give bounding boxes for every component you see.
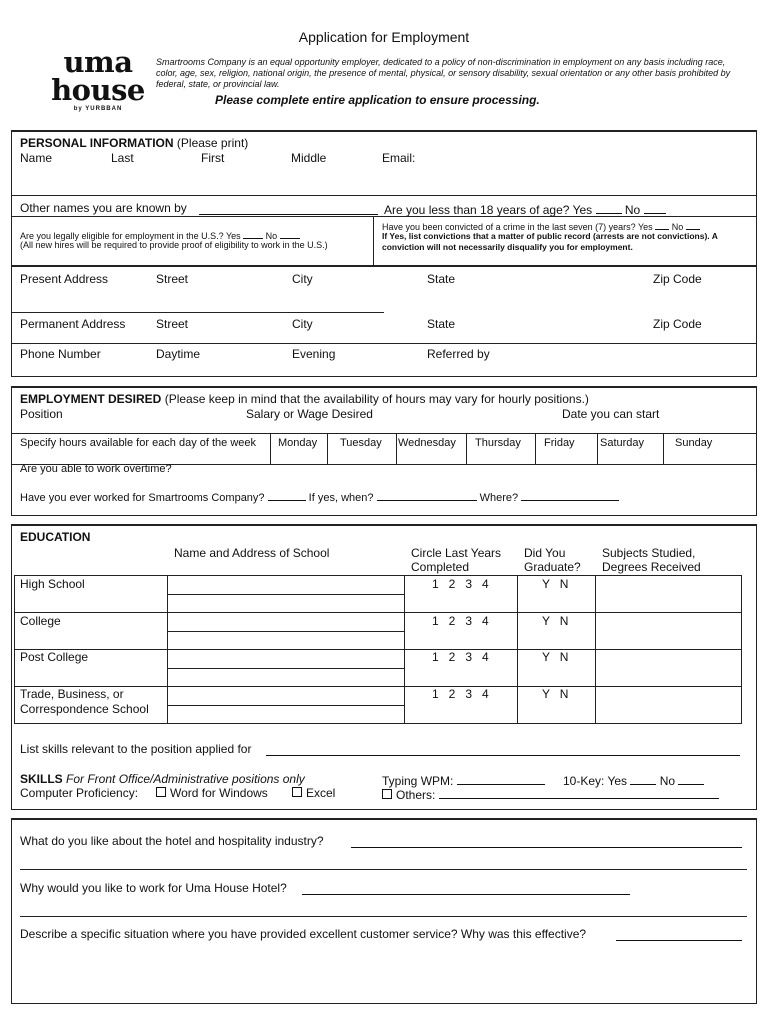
excel-label: Excel xyxy=(306,786,336,800)
last-name-label: Last xyxy=(111,151,134,165)
permanent-state-label: State xyxy=(427,317,456,331)
where-blank[interactable] xyxy=(521,489,619,501)
evening-phone-label: Evening xyxy=(292,347,336,361)
day-tuesday: Tuesday xyxy=(340,437,382,449)
first-name-label: First xyxy=(201,151,225,165)
instruction-text: Please complete entire application to ensure processing. xyxy=(215,93,540,107)
years-options-high-school[interactable]: 1 2 3 4 xyxy=(432,577,489,591)
subjects-column-header-2: Degrees Received xyxy=(602,560,701,574)
edu-row-high-school: High School xyxy=(20,577,85,591)
eligible-no-blank[interactable] xyxy=(280,229,300,239)
word-label: Word for Windows xyxy=(170,786,268,800)
years-column-header-1: Circle Last Years xyxy=(411,546,502,560)
eligible-yes-blank[interactable] xyxy=(243,229,263,239)
age-question-text: Are you less than 18 years of age? xyxy=(384,203,570,217)
convicted-question-text: Have you been convicted of a crime in the last seven (7) years? xyxy=(382,222,636,232)
present-state-label: State xyxy=(427,272,456,286)
ten-key-yes-blank[interactable] xyxy=(630,772,656,785)
permanent-city-label: City xyxy=(292,317,313,331)
convicted-note: If Yes, list convictions that a matter of public record (arrests are not convictions). A conviction will not necessarily disqualify you for employment. xyxy=(382,231,718,252)
logo-line-2: house xyxy=(51,73,145,107)
others-label: Others: xyxy=(396,788,436,802)
graduated-options-trade[interactable]: Y N xyxy=(542,687,569,701)
personal-heading-note: (Please print) xyxy=(176,136,249,150)
daytime-phone-label: Daytime xyxy=(156,347,201,361)
eeo-statement: Smartrooms Company is an equal opportunity employer, dedicated to a policy of non-discrimination in employment on any basis including race, color, age, sex, religion, national origin, the presence of mental, physical, or sensory disability, sexual orientation or any other basis prohibited by federal, state, or provincial law. xyxy=(156,57,731,89)
ten-key-no-blank[interactable] xyxy=(678,772,704,785)
edu-row-post-college: Post College xyxy=(20,650,89,664)
present-zip-label: Zip Code xyxy=(653,272,702,286)
age-question xyxy=(384,201,666,217)
answer-why-uma-house-line[interactable] xyxy=(20,916,747,917)
day-wednesday: Wednesday xyxy=(398,437,456,449)
if-yes-when-text: If yes, when? xyxy=(308,492,374,504)
hours-label: Specify hours available for each day of the week xyxy=(20,437,257,449)
age-no-label: No xyxy=(624,203,641,217)
personal-heading xyxy=(20,136,248,150)
eligible-question-text: Are you legally eligible for employment in the U.S.? xyxy=(20,231,224,241)
personal-heading-title: PERSONAL INFORMATION xyxy=(20,136,174,150)
answer-hospitality-inline[interactable] xyxy=(351,834,742,848)
question-hospitality: What do you like about the hotel and hospitality industry? xyxy=(20,834,324,848)
when-blank[interactable] xyxy=(377,489,477,501)
typing-wpm-label: Typing WPM: xyxy=(382,774,454,788)
skills-note: For Front Office/Administrative positions only xyxy=(66,772,305,786)
phone-number-label: Phone Number xyxy=(20,347,101,361)
graduate-column-header-2: Graduate? xyxy=(524,560,581,574)
ten-key-no-label: No xyxy=(659,774,676,788)
permanent-zip-label: Zip Code xyxy=(653,317,702,331)
question-why-uma-house: Why would you like to work for Uma House Hotel? xyxy=(20,881,287,895)
eligible-note: (All new hires will be required to provide proof of eligibility to work in the U.S.) xyxy=(20,240,328,250)
education-heading: EDUCATION xyxy=(20,530,91,544)
other-names-input[interactable] xyxy=(199,201,378,215)
graduated-options-post-college[interactable]: Y N xyxy=(542,650,569,664)
worked-before-text: Have you ever worked for Smartrooms Company? xyxy=(20,492,265,504)
employment-heading-title: EMPLOYMENT DESIRED xyxy=(20,392,162,406)
word-checkbox[interactable] xyxy=(156,787,166,797)
present-city-label: City xyxy=(292,272,313,286)
excel-checkbox[interactable] xyxy=(292,787,302,797)
graduate-column-header-1: Did You xyxy=(524,546,566,560)
present-street-label: Street xyxy=(156,272,189,286)
permanent-address-label: Permanent Address xyxy=(20,317,126,331)
typing-wpm-blank[interactable] xyxy=(457,772,545,785)
uma-house-logo xyxy=(48,45,148,112)
convicted-no-label: No xyxy=(671,222,684,232)
day-saturday: Saturday xyxy=(600,437,645,449)
subjects-column-header-1: Subjects Studied, xyxy=(602,546,696,560)
where-text: Where? xyxy=(479,492,519,504)
day-sunday: Sunday xyxy=(675,437,713,449)
other-names-label: Other names you are known by xyxy=(20,201,187,215)
page-title: Application for Employment xyxy=(298,29,470,45)
years-options-post-college[interactable]: 1 2 3 4 xyxy=(432,650,489,664)
employment-heading-note: (Please keep in mind that the availability of hours may vary for hourly positions.) xyxy=(164,392,589,406)
answer-customer-service-inline[interactable] xyxy=(616,927,742,941)
skills-relevant-label: List skills relevant to the position applied for xyxy=(20,742,252,756)
skills-relevant-input[interactable] xyxy=(266,742,740,756)
others-option[interactable] xyxy=(382,786,719,802)
overtime-question: Are you able to work overtime? xyxy=(20,463,172,475)
logo-by-line: by YURBBAN xyxy=(73,106,123,112)
referred-by-label: Referred by xyxy=(427,347,490,361)
permanent-street-label: Street xyxy=(156,317,189,331)
age-yes-label: Yes xyxy=(572,203,593,217)
computer-proficiency-label: Computer Proficiency: xyxy=(20,786,139,800)
start-date-label: Date you can start xyxy=(562,407,660,421)
others-blank[interactable] xyxy=(439,786,719,799)
eligible-yes-label: Yes xyxy=(225,231,241,241)
convicted-yes-label: Yes xyxy=(637,222,653,232)
worked-before-question xyxy=(20,489,619,504)
age-no-blank[interactable] xyxy=(644,201,666,214)
graduated-options-high-school[interactable]: Y N xyxy=(542,577,569,591)
convicted-yes-blank[interactable] xyxy=(655,220,669,230)
skills-heading: SKILLS xyxy=(20,772,63,786)
age-yes-blank[interactable] xyxy=(596,201,622,214)
answer-hospitality-line[interactable] xyxy=(20,869,747,870)
position-label: Position xyxy=(20,407,63,421)
answer-why-uma-house-inline[interactable] xyxy=(302,881,630,895)
middle-name-label: Middle xyxy=(291,151,327,165)
word-option[interactable] xyxy=(156,786,268,800)
graduated-options-college[interactable]: Y N xyxy=(542,614,569,628)
salary-label: Salary or Wage Desired xyxy=(246,407,373,421)
edu-row-trade: Trade, Business, or xyxy=(20,687,124,701)
present-address-label: Present Address xyxy=(20,272,109,286)
day-thursday: Thursday xyxy=(475,437,521,449)
day-monday: Monday xyxy=(278,437,318,449)
eligible-no-label: No xyxy=(265,231,278,241)
email-label: Email: xyxy=(382,151,416,165)
excel-option[interactable] xyxy=(292,786,335,800)
years-options-trade[interactable]: 1 2 3 4 xyxy=(432,687,489,701)
edu-row-trade-line-2: Correspondence School xyxy=(20,702,149,716)
edu-row-college: College xyxy=(20,614,61,628)
logo-line-1: uma xyxy=(63,45,133,79)
others-checkbox[interactable] xyxy=(382,789,392,799)
question-customer-service: Describe a specific situation where you have provided excellent customer service? Why was this effective? xyxy=(20,927,587,941)
skills-heading-line xyxy=(20,772,305,786)
day-friday: Friday xyxy=(544,437,575,449)
personal-information-section xyxy=(11,130,757,377)
convicted-no-blank[interactable] xyxy=(686,220,700,230)
name-label: Name xyxy=(20,151,53,165)
years-options-college[interactable]: 1 2 3 4 xyxy=(432,614,489,628)
ten-key-yes-label: 10-Key: Yes xyxy=(563,774,628,788)
worked-before-blank[interactable] xyxy=(268,489,306,501)
school-column-header: Name and Address of School xyxy=(174,546,330,560)
employment-heading xyxy=(20,392,589,406)
years-column-header-2: Completed xyxy=(411,560,470,574)
